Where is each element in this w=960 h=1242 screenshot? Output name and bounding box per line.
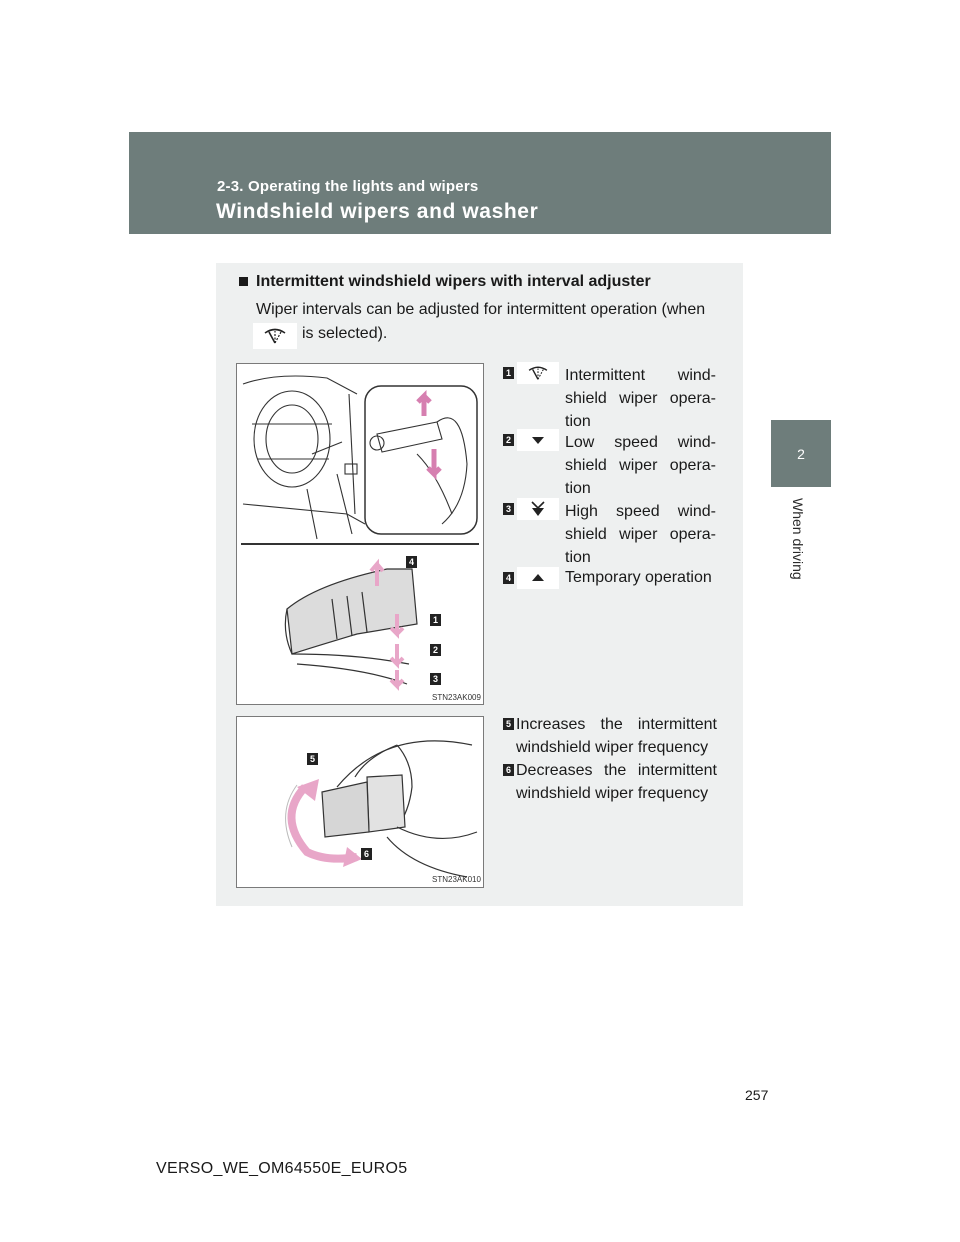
intermittent-wiper-icon xyxy=(517,362,559,384)
item-1-number: 1 xyxy=(503,367,514,379)
temporary-arrow-icon xyxy=(517,567,559,589)
item-3-number: 3 xyxy=(503,503,514,515)
item-6-number: 6 xyxy=(503,764,514,776)
page-number: 257 xyxy=(745,1087,769,1103)
document-code: VERSO_WE_OM64550E_EURO5 xyxy=(156,1160,408,1177)
chapter-label: When driving xyxy=(790,498,806,580)
high-speed-arrow-icon xyxy=(517,498,559,520)
item-5-text: Increases the intermittent windshield wiper frequency xyxy=(516,716,717,756)
item-4-number: 4 xyxy=(503,572,514,584)
item-2-number: 2 xyxy=(503,434,514,446)
subsection-heading: Intermittent windshield wipers with interval adjuster xyxy=(256,273,651,290)
intro-text-line2: is selected). xyxy=(302,325,388,342)
figure-code: STN23AK010 xyxy=(432,875,481,884)
intermittent-wiper-icon xyxy=(253,323,297,349)
heading-bullet-icon xyxy=(239,277,248,286)
page-title: Windshield wipers and washer xyxy=(216,200,539,223)
item-6-text: Decreases the intermittent windshield wiper frequency xyxy=(516,762,717,802)
lever-figure-2 xyxy=(236,716,484,888)
callout-5: 5 xyxy=(307,753,318,765)
callout-3: 3 xyxy=(430,673,441,685)
item-1-text: Intermittent wind-shield wiper opera-tion xyxy=(565,367,716,430)
section-label: 2-3. Operating the lights and wipers xyxy=(217,178,479,195)
callout-4: 4 xyxy=(406,556,417,568)
lever-figure-1 xyxy=(236,363,484,705)
figure-code: STN23AK009 xyxy=(432,693,481,702)
callout-2: 2 xyxy=(430,644,441,656)
callout-1: 1 xyxy=(430,614,441,626)
item-4-text: Temporary operation xyxy=(565,569,712,586)
low-speed-arrow-icon xyxy=(517,429,559,451)
lever-illustration xyxy=(237,364,483,704)
chapter-tab[interactable] xyxy=(771,420,831,487)
interval-adjuster-illustration xyxy=(237,717,483,887)
item-3-text: High speed wind-shield wiper opera-tion xyxy=(565,503,716,566)
item-5-number: 5 xyxy=(503,718,514,730)
item-2-text: Low speed wind-shield wiper opera-tion xyxy=(565,434,716,497)
chapter-number: 2 xyxy=(797,445,805,462)
intro-text-line1: Wiper intervals can be adjusted for intermittent operation (when xyxy=(256,301,706,318)
callout-6: 6 xyxy=(361,848,372,860)
